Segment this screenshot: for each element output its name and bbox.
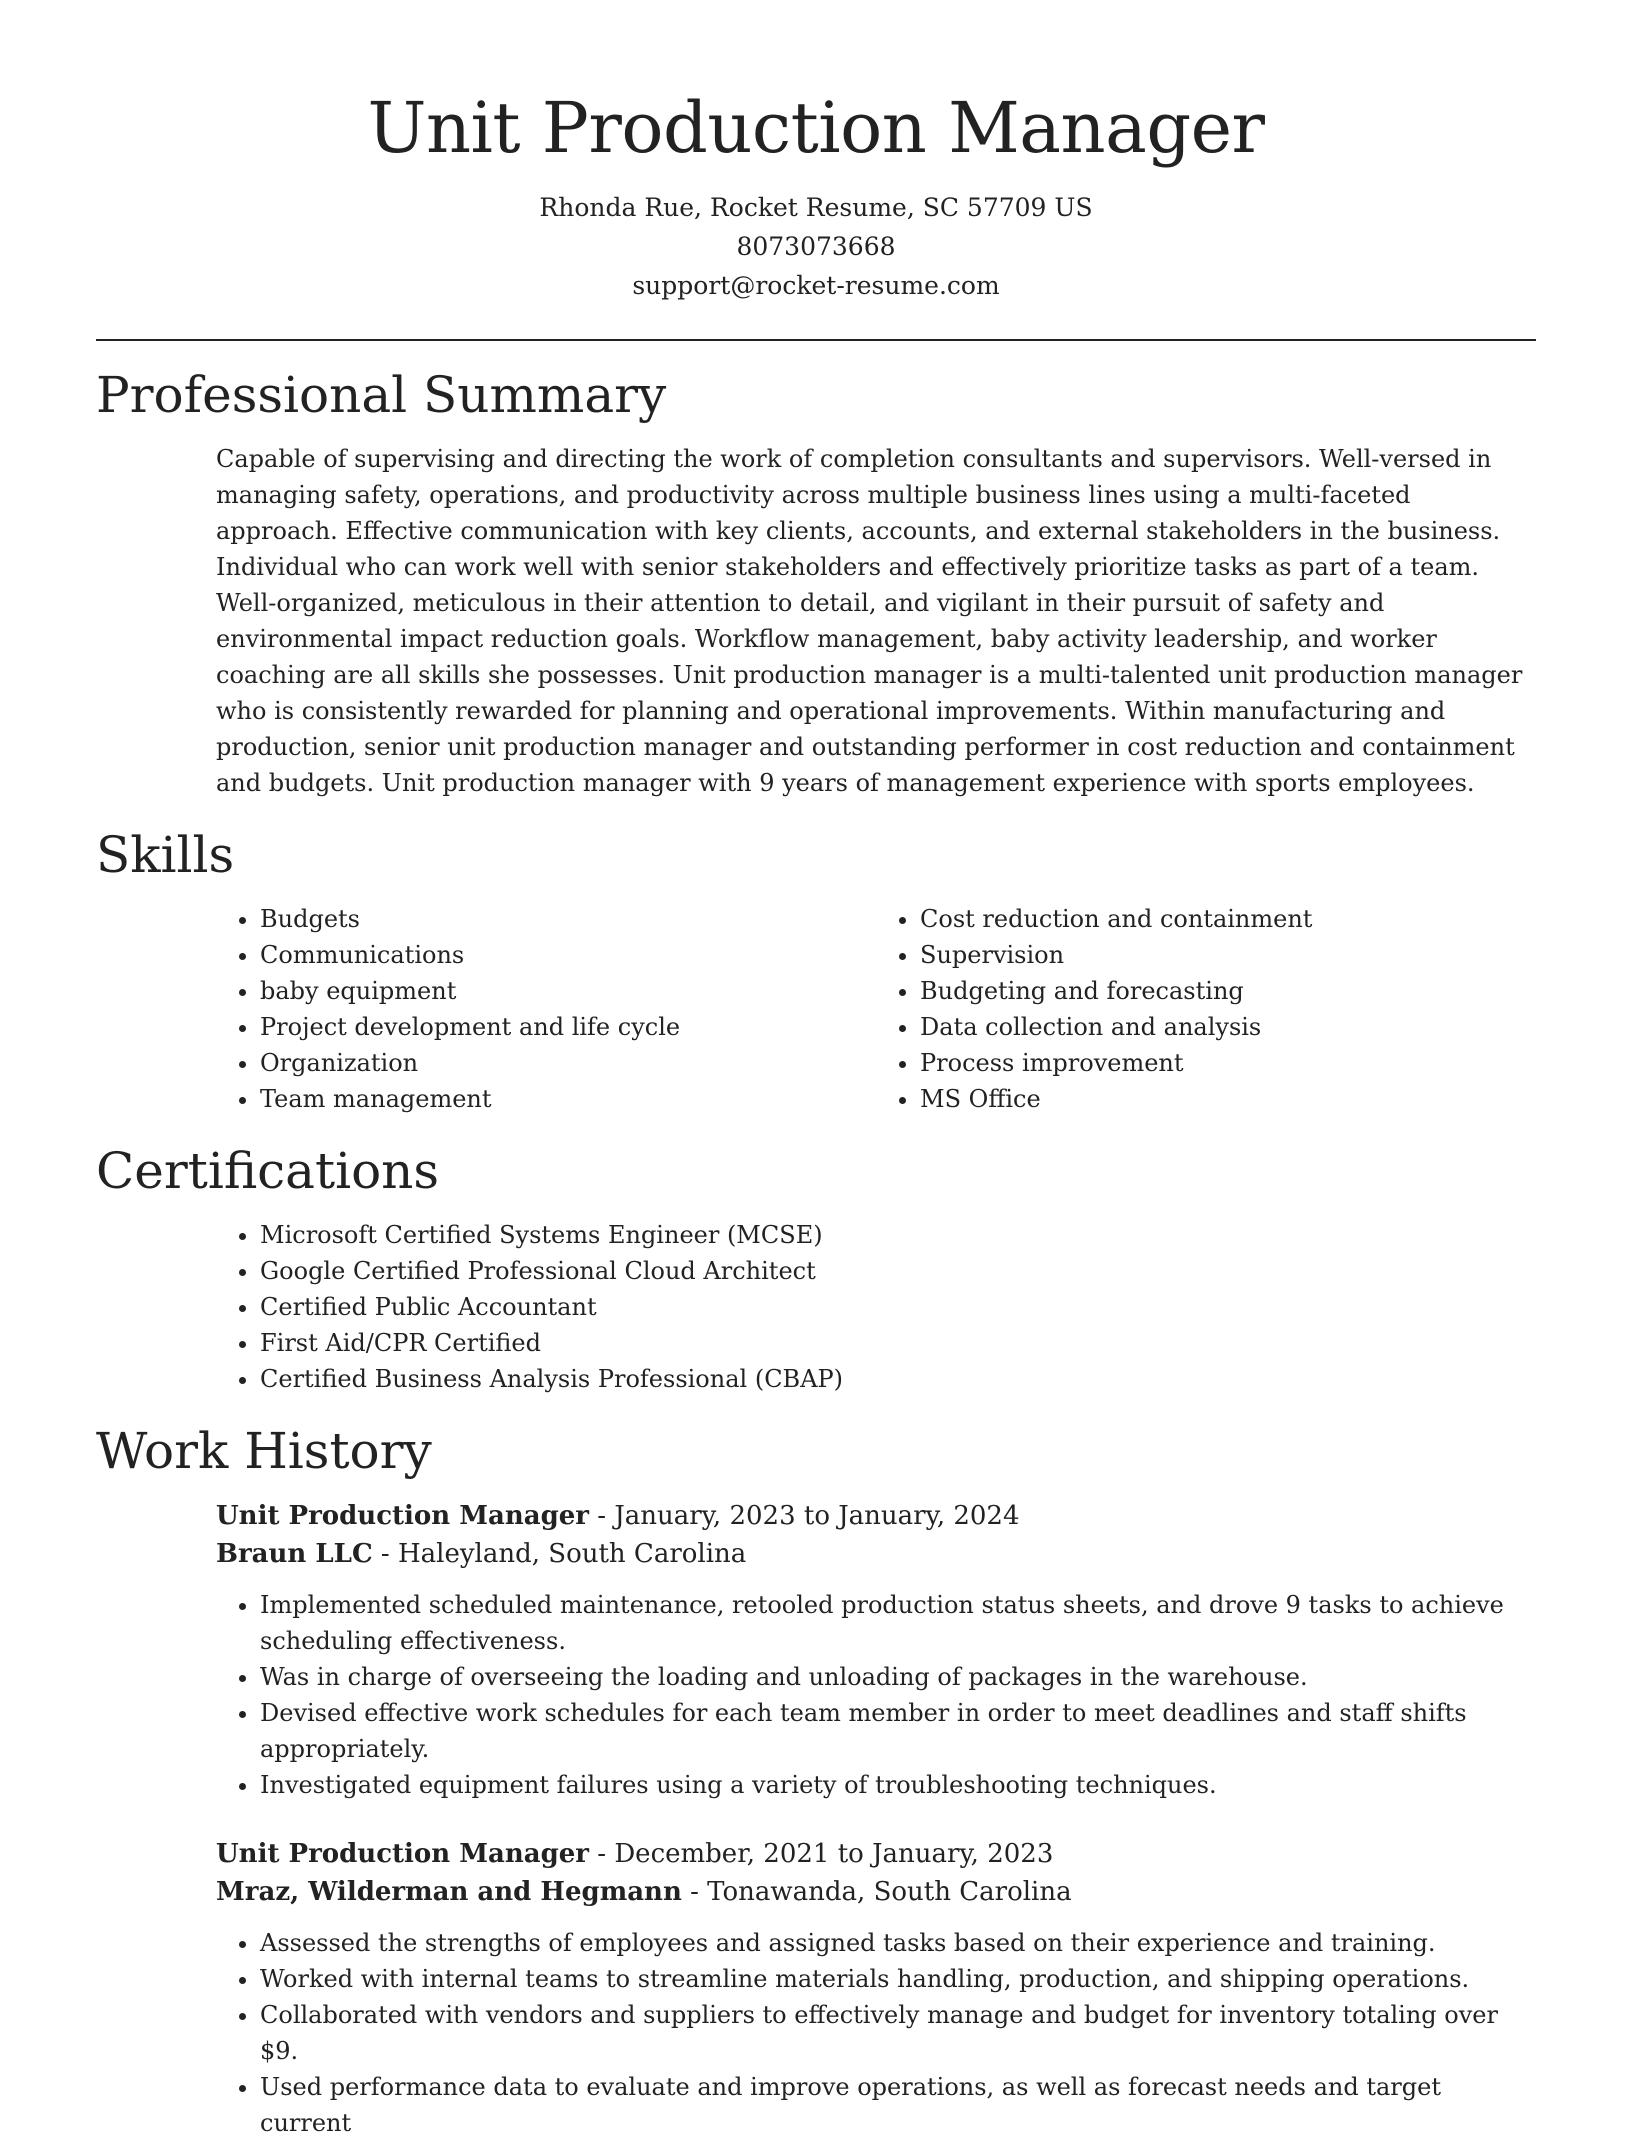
certification-item: • Microsoft Certified Systems Engineer (MCSE): [260, 1217, 1536, 1253]
job-bullet: • Devised effective work schedules for each team member in order to meet deadlines and staff shifts appropriately.: [260, 1695, 1536, 1767]
contact-phone: 8073073668: [736, 232, 896, 261]
job-dates: - January, 2023 to January, 2024: [589, 1501, 1020, 1531]
job-bullet: • Investigated equipment failures using a variety of troubleshooting techniques.: [260, 1767, 1536, 1803]
skills-list: [216, 901, 1536, 1117]
certification-item: • Google Certified Professional Cloud Architect: [260, 1253, 1536, 1289]
skill-item: • Data collection and analysis: [920, 1009, 1536, 1045]
certification-item: • First Aid/CPR Certified: [260, 1325, 1536, 1361]
skills-heading: Skills: [96, 826, 235, 884]
job-company: Mraz, Wilderman and Hegmann: [216, 1877, 682, 1907]
certification-item: • Certified Public Accountant: [260, 1289, 1536, 1325]
job-bullets: [216, 1587, 1536, 1803]
job-entry: [216, 1497, 1536, 1803]
skill-item: • Budgets: [260, 901, 876, 937]
job-company: Braun LLC: [216, 1539, 373, 1569]
summary-text: Capable of supervising and directing the work of completion consultants and supervisors. Well-versed in managing safety, operations, and productivity across multiple business lines using a multi-faceted approach. Effective communication with key clients, accounts, and external stakeholders in the business. Individual who can work well with senior stakeholders and effectively prioritize tasks as part of a team. Well-organized, meticulous in their attention to detail, and vigilant in their pursuit of safety and environmental impact reduction goals. Workflow management, baby activity leadership, and worker coaching are all skills she possesses. Unit production manager is a multi-talented unit production manager who is consistently rewarded for planning and operational improvements. Within manufacturing and production, senior unit production manager and outstanding performer in cost reduction and containment and budgets. Unit production manager with 9 years of management experience with sports employees.: [216, 445, 1523, 797]
skill-item: • Budgeting and forecasting: [920, 973, 1536, 1009]
certifications-list: [216, 1217, 1536, 1397]
skill-item: • Cost reduction and containment: [920, 901, 1536, 937]
job-location: - Haleyland, South Carolina: [372, 1539, 747, 1569]
job-title-line: [216, 1497, 1536, 1535]
certification-item: • Certified Business Analysis Professional (CBAP): [260, 1361, 1536, 1397]
header-divider: [96, 339, 1536, 341]
skill-item: • Process improvement: [920, 1045, 1536, 1081]
job-company-line: [216, 1873, 1536, 1911]
contact-email: support@rocket-resume.com: [632, 271, 1000, 300]
contact-address: Rhonda Rue, Rocket Resume, SC 57709 US: [539, 193, 1093, 222]
job-location: - Tonawanda, South Carolina: [681, 1877, 1072, 1907]
skill-item: • Team management: [260, 1081, 876, 1117]
job-bullet: • Was in charge of overseeing the loading and unloading of packages in the warehouse.: [260, 1659, 1536, 1695]
job-bullet: • Worked with internal teams to streamline materials handling, production, and shipping operations.: [260, 1961, 1536, 1997]
skills-column-left: [216, 901, 876, 1117]
skills-column-right: [876, 901, 1536, 1117]
contact-block: [96, 188, 1536, 305]
job-bullet: • Collaborated with vendors and suppliers to effectively manage and budget for inventory totaling over $9.: [260, 1997, 1536, 2069]
job-bullets: [216, 1925, 1536, 2141]
skill-item: • Supervision: [920, 937, 1536, 973]
job-title: Unit Production Manager: [216, 1501, 590, 1531]
summary-heading: Professional Summary: [96, 366, 667, 424]
resume-page: [96, 0, 1536, 2141]
skill-item: • Organization: [260, 1045, 876, 1081]
job-dates: - December, 2021 to January, 2023: [589, 1839, 1054, 1869]
skill-item: • Communications: [260, 937, 876, 973]
job-title: Unit Production Manager: [216, 1839, 590, 1869]
job-entry: [216, 1835, 1536, 2141]
job-bullet: • Implemented scheduled maintenance, retooled production status sheets, and drove 9 tasks to achieve scheduling effectiveness.: [260, 1587, 1536, 1659]
certifications-heading: Certifications: [96, 1142, 440, 1200]
job-company-line: [216, 1535, 1536, 1573]
skill-item: • MS Office: [920, 1081, 1536, 1117]
job-title-line: [216, 1835, 1536, 1873]
job-bullet: • Assessed the strengths of employees and assigned tasks based on their experience and training.: [260, 1925, 1536, 1961]
work-history-heading: Work History: [96, 1422, 432, 1480]
skill-item: • Project development and life cycle: [260, 1009, 876, 1045]
skill-item: • baby equipment: [260, 973, 876, 1009]
job-bullet: • Used performance data to evaluate and improve operations, as well as forecast needs and target current: [260, 2069, 1536, 2141]
resume-title: Unit Production Manager: [367, 87, 1265, 169]
